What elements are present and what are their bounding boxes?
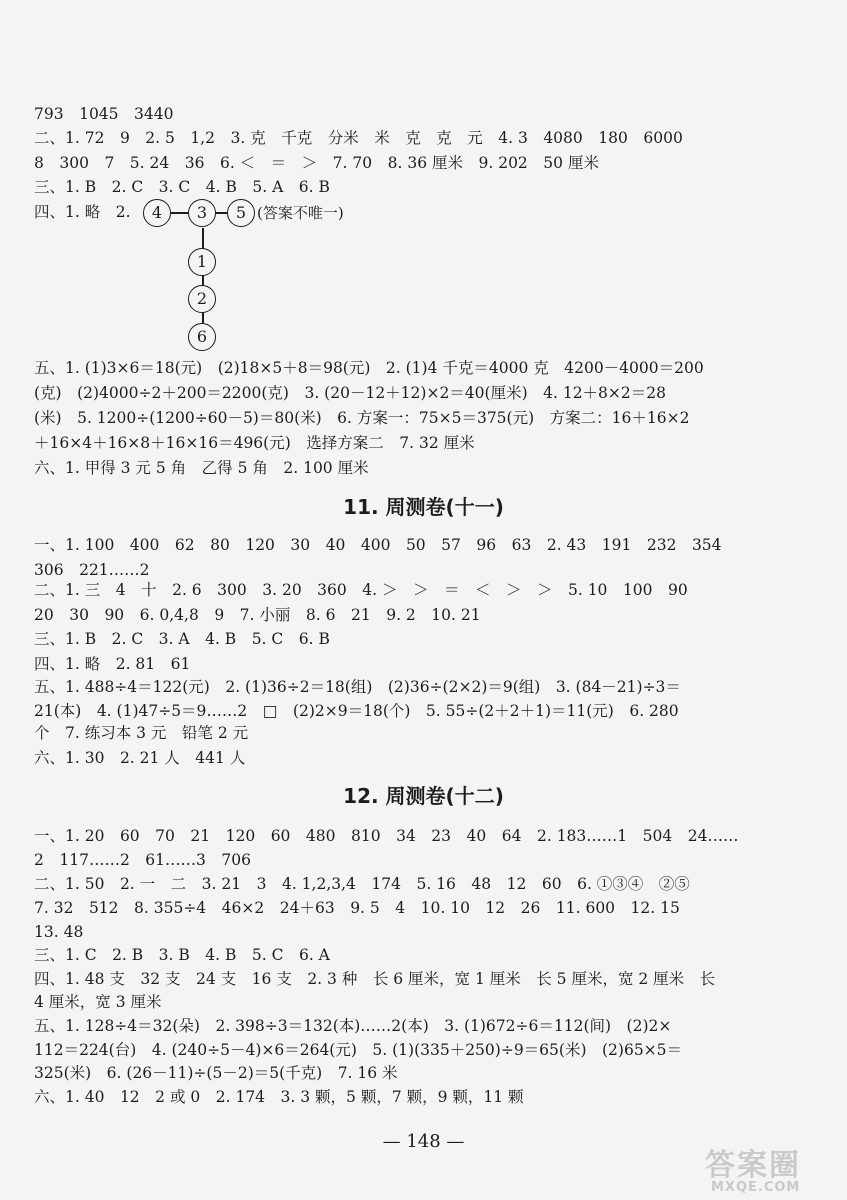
answer-line: 一、1. 100 400 62 80 120 30 40 400 50 57 96 63 2. 43 191 232 354 [34, 536, 722, 554]
tree-node: 6 [188, 323, 216, 351]
section-title: 11. 周测卷(十一) [343, 495, 504, 519]
answer-line: 个 7. 练习本 3 元 铅笔 2 元 [34, 724, 249, 742]
section-title: 12. 周测卷(十二) [343, 784, 504, 808]
answer-line: 四、1. 略 2. 81 61 [34, 655, 191, 673]
answer-line: 四、1. 48 支 32 支 24 支 16 支 2. 3 种 长 6 厘米，宽 1 厘米 长 5 厘米，宽 2 厘米 长 [34, 970, 716, 988]
tree-node: 4 [143, 199, 171, 227]
tree-node: 3 [188, 199, 216, 227]
answer-line: 六、1. 30 2. 21 人 441 人 [34, 749, 246, 767]
tree-node: 2 [188, 285, 216, 313]
answer-line: 六、1. 甲得 3 元 5 角 乙得 5 角 2. 100 厘米 [34, 459, 369, 477]
watermark-logo [705, 1140, 830, 1195]
answer-line: 306 221……2 [34, 561, 150, 579]
answer-line: (克) (2)4000÷2＋200＝2200(克) 3. (20－12＋12)×2＝40(厘米) 4. 12＋8×2＝28 [34, 384, 666, 402]
answer-line: 2 117……2 61……3 706 [34, 851, 251, 869]
answer-line: (米) 5. 1200÷(1200÷60－5)＝80(米) 6. 方案一：75×5＝375(元) 方案二：16＋16×2 [34, 409, 690, 427]
answer-line: 四、1. 略 2. [34, 203, 131, 221]
answer-line: 4 厘米，宽 3 厘米 [34, 993, 162, 1011]
answer-line: 7. 32 512 8. 355÷4 46×2 24＋63 9. 5 4 10. 10 12 26 11. 600 12. 15 [34, 899, 680, 917]
page-number: — 148 — [382, 1131, 465, 1152]
answer-line: 五、1. 128÷4＝32(朵) 2. 398÷3＝132(本)……2(本) 3. (1)672÷6＝112(间) (2)2× [34, 1017, 672, 1035]
answer-line: 五、1. 488÷4＝122(元) 2. (1)36÷2＝18(组) (2)36÷(2×2)＝9(组) 3. (84－21)÷3＝ [34, 678, 681, 696]
answer-line: 112＝224(台) 4. (240÷5－4)×6＝264(元) 5. (1)(335＋250)÷9＝65(米) (2)65×5＝ [34, 1041, 683, 1059]
answer-line: 三、1. B 2. C 3. A 4. B 5. C 6. B [34, 630, 330, 648]
answer-line: 21(本) 4. (1)47÷5＝9……2 □ (2)2×9＝18(个) 5. 55÷(2＋2＋1)＝11(元) 6. 280 [34, 702, 679, 720]
answer-line: 一、1. 20 60 70 21 120 60 480 810 34 23 40 64 2. 183……1 504 24…… [34, 827, 739, 845]
watermark-text: 答案圈 [705, 1148, 801, 1183]
answer-line: 二、1. 50 2. 一 二 3. 21 3 4. 1,2,3,4 174 5. 16 48 12 60 6. ①③④ ②⑤ [34, 875, 690, 893]
tree-note: (答案不唯一) [257, 204, 344, 222]
tree-node: 1 [188, 248, 216, 276]
answer-line: 五、1. (1)3×6＝18(元) (2)18×5＋8＝98(元) 2. (1)4 千克＝4000 克 4200－4000＝200 [34, 359, 704, 377]
answer-line: 793 1045 3440 [34, 105, 174, 123]
answer-line: ＋16×4＋16×8＋16×16＝496(元) 选择方案二 7. 32 厘米 [34, 434, 475, 452]
answer-line: 三、1. C 2. B 3. B 4. B 5. C 6. A [34, 946, 330, 964]
answer-line: 三、1. B 2. C 3. C 4. B 5. A 6. B [34, 178, 330, 196]
answer-line: 二、1. 三 4 十 2. 6 300 3. 20 360 4. ＞ ＞ ＝ ＜ ＞ ＞ 5. 10 100 90 [34, 581, 688, 599]
answer-line: 二、1. 72 9 2. 5 1,2 3. 克 千克 分米 米 克 克 元 4. 3 4080 180 6000 [34, 129, 683, 147]
answer-line: 13. 48 [34, 923, 84, 941]
answer-line: 8 300 7 5. 24 36 6. ＜ ＝ ＞ 7. 70 8. 36 厘米 9. 202 50 厘米 [34, 154, 599, 172]
answer-line: 六、1. 40 12 2 或 0 2. 174 3. 3 颗，5 颗，7 颗，9 颗，11 颗 [34, 1088, 524, 1106]
answer-line: 325(米) 6. (26－11)÷(5－2)＝5(千克) 7. 16 米 [34, 1064, 398, 1082]
answer-line: 20 30 90 6. 0,4,8 9 7. 小丽 8. 6 21 9. 2 10. 21 [34, 606, 481, 624]
tree-node: 5 [227, 199, 255, 227]
watermark-url: MXQE.COM [711, 1180, 801, 1195]
